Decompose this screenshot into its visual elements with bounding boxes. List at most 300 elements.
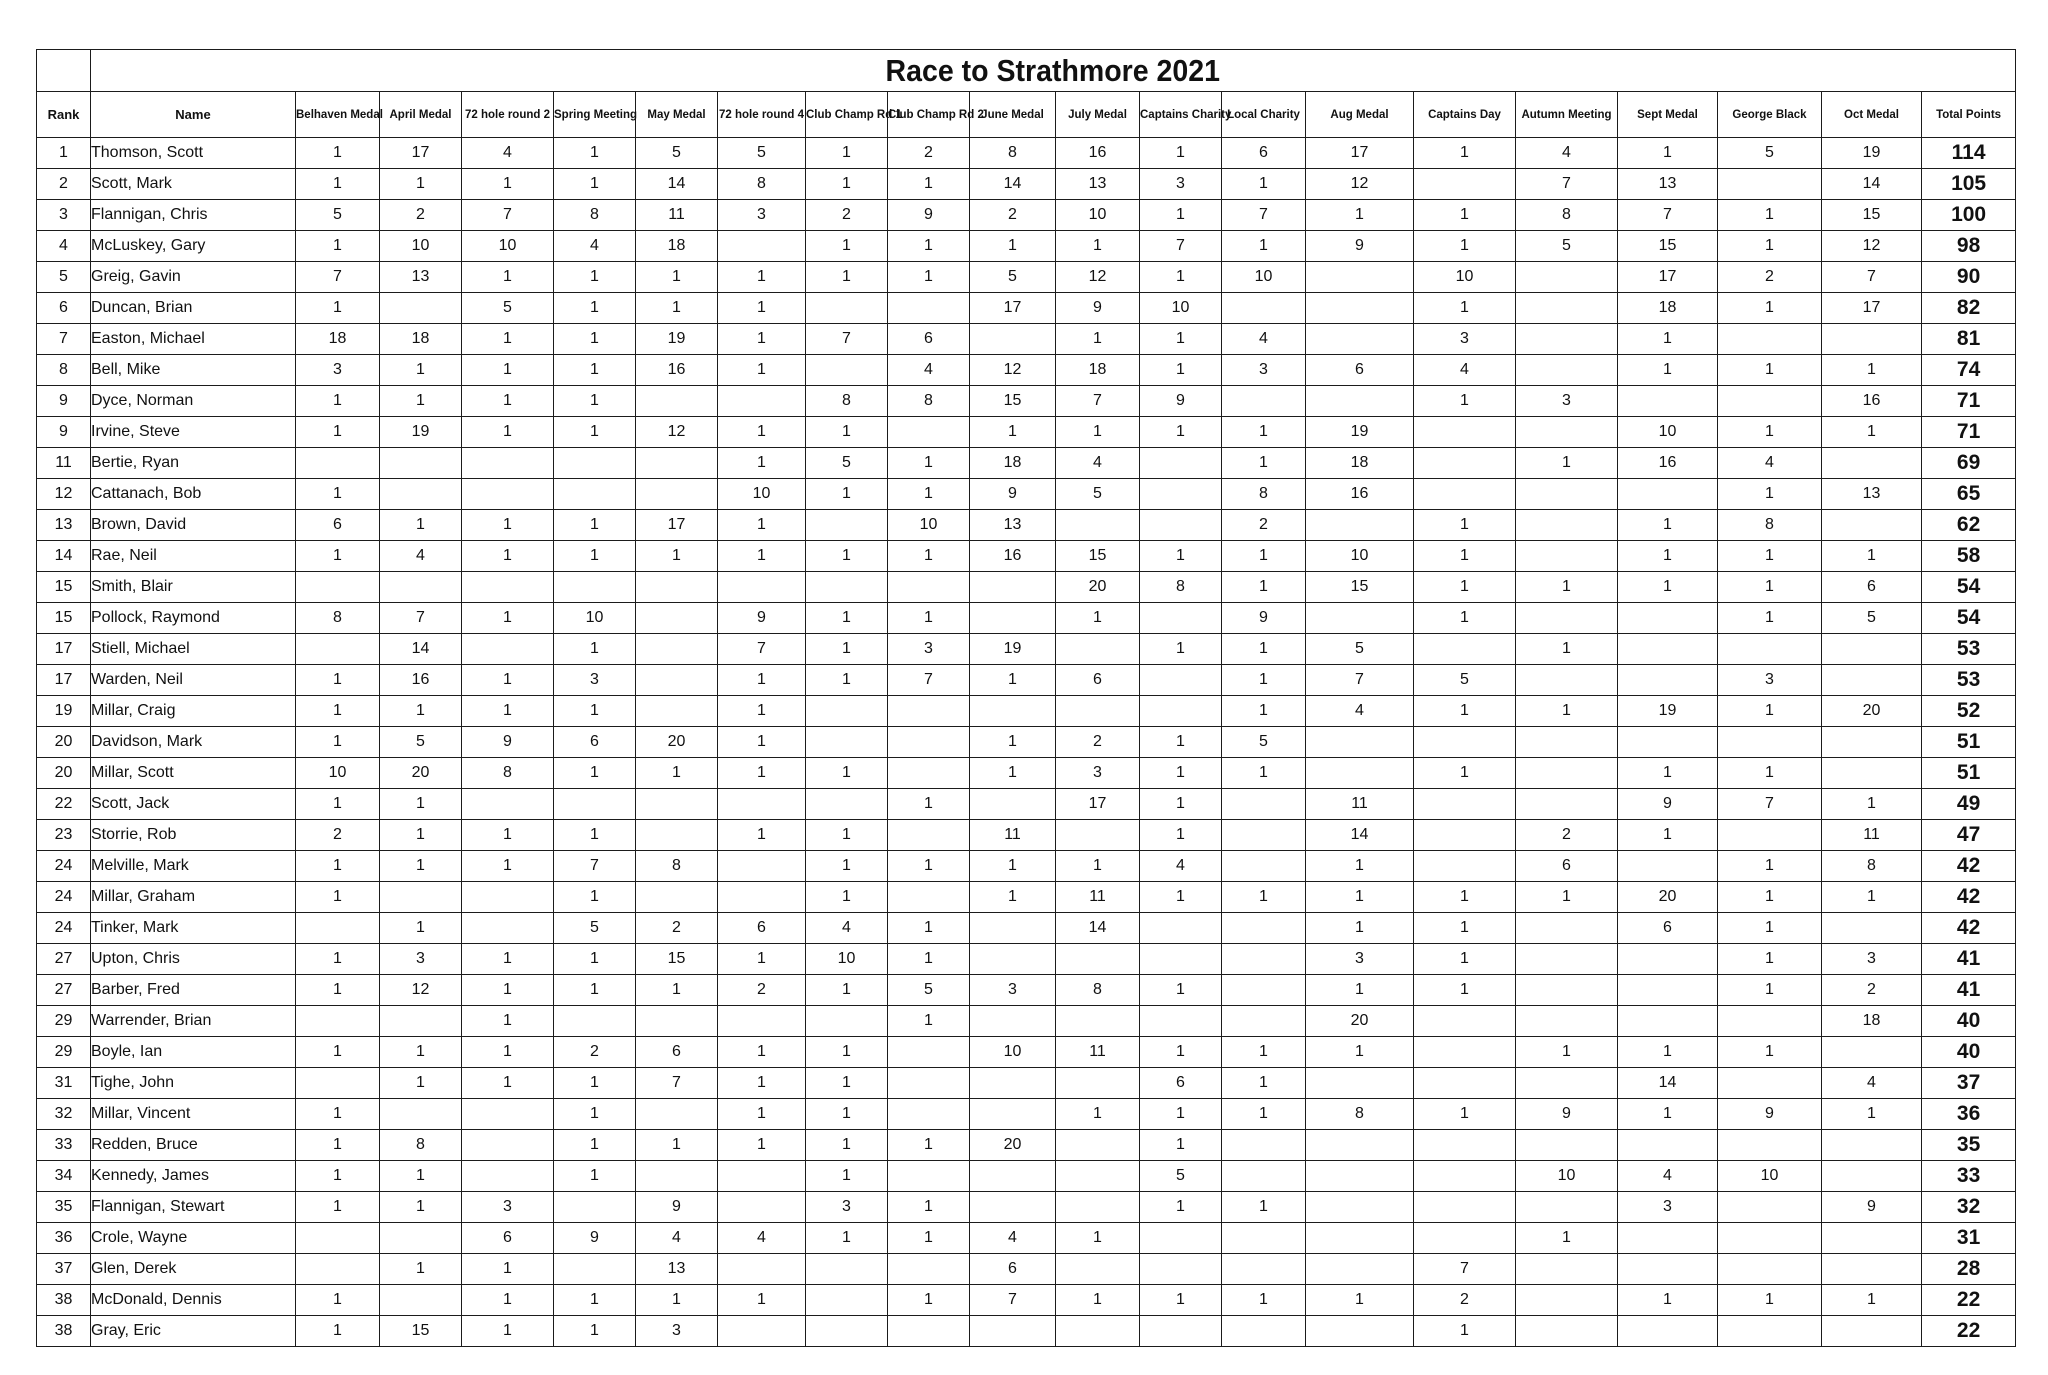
total-points-cell: 40: [1922, 1037, 2016, 1068]
score-cell: 5: [1414, 665, 1516, 696]
score-cell: 1: [636, 975, 718, 1006]
score-cell: 1: [806, 603, 888, 634]
score-cell: 5: [1140, 1161, 1222, 1192]
score-cell: [1618, 727, 1718, 758]
score-cell: 1: [1140, 324, 1222, 355]
total-points-cell: 54: [1922, 603, 2016, 634]
score-cell: 8: [1822, 851, 1922, 882]
score-cell: 7: [462, 200, 554, 231]
rank-cell: 17: [37, 665, 91, 696]
score-cell: 8: [888, 386, 970, 417]
score-cell: 5: [380, 727, 462, 758]
score-cell: [888, 1068, 970, 1099]
score-cell: [1306, 1316, 1414, 1347]
score-cell: [1140, 1254, 1222, 1285]
score-cell: 11: [1306, 789, 1414, 820]
player-name-cell: Dyce, Norman: [91, 386, 296, 417]
score-cell: [1414, 1006, 1516, 1037]
score-cell: 1: [1140, 138, 1222, 169]
score-cell: 1: [554, 1068, 636, 1099]
player-name-cell: Storrie, Rob: [91, 820, 296, 851]
score-cell: 18: [1056, 355, 1140, 386]
score-cell: 16: [1056, 138, 1140, 169]
score-cell: 1: [806, 479, 888, 510]
title-cell: [91, 50, 2016, 92]
score-cell: 1: [554, 1161, 636, 1192]
score-cell: 1: [1718, 200, 1822, 231]
score-cell: 1: [462, 696, 554, 727]
total-points-cell: 100: [1922, 200, 2016, 231]
score-cell: [1618, 386, 1718, 417]
score-cell: 1: [1718, 417, 1822, 448]
score-cell: 8: [1718, 510, 1822, 541]
score-cell: 7: [806, 324, 888, 355]
total-points-cell: 42: [1922, 913, 2016, 944]
column-header: July Medal: [1056, 92, 1140, 138]
score-cell: 1: [1618, 820, 1718, 851]
score-cell: [1718, 727, 1822, 758]
score-cell: [380, 572, 462, 603]
table-row: [37, 1068, 2016, 1099]
player-name-cell: Tighe, John: [91, 1068, 296, 1099]
column-header: Captains Charity: [1140, 92, 1222, 138]
score-cell: 1: [1140, 1130, 1222, 1161]
score-cell: 1: [296, 231, 380, 262]
score-cell: 1: [296, 1285, 380, 1316]
rank-cell: 35: [37, 1192, 91, 1223]
score-cell: 1: [554, 510, 636, 541]
score-cell: 8: [970, 138, 1056, 169]
score-cell: 1: [1516, 634, 1618, 665]
score-cell: [888, 1037, 970, 1068]
score-cell: [1222, 975, 1306, 1006]
score-cell: [1516, 727, 1618, 758]
score-cell: [1822, 448, 1922, 479]
score-cell: 9: [1056, 293, 1140, 324]
score-cell: 19: [380, 417, 462, 448]
score-cell: 11: [1056, 1037, 1140, 1068]
total-points-cell: 47: [1922, 820, 2016, 851]
score-cell: 10: [462, 231, 554, 262]
table-row: [37, 479, 2016, 510]
score-cell: 5: [1516, 231, 1618, 262]
player-name-cell: Cattanach, Bob: [91, 479, 296, 510]
score-cell: [806, 1316, 888, 1347]
score-cell: [970, 789, 1056, 820]
table-row: [37, 913, 2016, 944]
score-cell: 1: [296, 138, 380, 169]
score-cell: [380, 1223, 462, 1254]
score-cell: 1: [554, 820, 636, 851]
player-name-cell: Irvine, Steve: [91, 417, 296, 448]
score-cell: 4: [1222, 324, 1306, 355]
score-cell: 7: [1516, 169, 1618, 200]
score-cell: 7: [636, 1068, 718, 1099]
score-cell: 1: [1516, 1223, 1618, 1254]
score-cell: 1: [636, 262, 718, 293]
score-cell: [1140, 1316, 1222, 1347]
score-cell: 8: [1516, 200, 1618, 231]
score-cell: [1822, 1316, 1922, 1347]
total-points-cell: 40: [1922, 1006, 2016, 1037]
score-cell: 1: [1618, 324, 1718, 355]
rank-cell: 9: [37, 417, 91, 448]
score-cell: 1: [462, 541, 554, 572]
score-cell: [1718, 634, 1822, 665]
rank-cell: 29: [37, 1037, 91, 1068]
score-cell: 1: [462, 169, 554, 200]
score-cell: [1056, 944, 1140, 975]
score-cell: 1: [1056, 603, 1140, 634]
total-points-cell: 33: [1922, 1161, 2016, 1192]
table-row: [37, 510, 2016, 541]
score-cell: [380, 479, 462, 510]
score-cell: 1: [1222, 541, 1306, 572]
score-cell: [888, 572, 970, 603]
rank-cell: 34: [37, 1161, 91, 1192]
score-cell: 1: [1306, 913, 1414, 944]
score-cell: [1516, 944, 1618, 975]
score-cell: [1516, 510, 1618, 541]
table-row: [37, 541, 2016, 572]
score-cell: 1: [1822, 541, 1922, 572]
score-cell: 1: [380, 386, 462, 417]
score-cell: 1: [1718, 231, 1822, 262]
score-cell: [1222, 1130, 1306, 1161]
score-cell: 1: [380, 1068, 462, 1099]
player-name-cell: Greig, Gavin: [91, 262, 296, 293]
score-cell: 14: [1822, 169, 1922, 200]
score-cell: [380, 448, 462, 479]
score-cell: 1: [1222, 417, 1306, 448]
score-cell: [1516, 1316, 1618, 1347]
score-cell: 15: [636, 944, 718, 975]
score-cell: 17: [970, 293, 1056, 324]
score-cell: [888, 882, 970, 913]
score-cell: 3: [1516, 386, 1618, 417]
score-cell: 1: [1414, 603, 1516, 634]
score-cell: 1: [718, 324, 806, 355]
score-cell: 1: [1140, 789, 1222, 820]
score-cell: [1516, 1254, 1618, 1285]
score-cell: 1: [1222, 1037, 1306, 1068]
score-cell: [888, 417, 970, 448]
score-cell: [1618, 603, 1718, 634]
player-name-cell: Redden, Bruce: [91, 1130, 296, 1161]
player-name-cell: Upton, Chris: [91, 944, 296, 975]
score-cell: 14: [970, 169, 1056, 200]
score-cell: [1222, 944, 1306, 975]
player-name-cell: McDonald, Dennis: [91, 1285, 296, 1316]
rank-cell: 6: [37, 293, 91, 324]
score-cell: 8: [380, 1130, 462, 1161]
score-cell: 1: [806, 1161, 888, 1192]
score-cell: 1: [718, 1037, 806, 1068]
score-cell: [1140, 696, 1222, 727]
score-cell: 9: [1306, 231, 1414, 262]
score-cell: 1: [380, 355, 462, 386]
column-header-row: [37, 92, 2016, 138]
score-cell: 2: [718, 975, 806, 1006]
score-cell: 1: [554, 758, 636, 789]
score-cell: 1: [888, 851, 970, 882]
score-cell: 1: [1140, 1192, 1222, 1223]
score-cell: [806, 293, 888, 324]
score-cell: [970, 1192, 1056, 1223]
score-cell: 6: [970, 1254, 1056, 1285]
player-name-cell: McLuskey, Gary: [91, 231, 296, 262]
table-row: [37, 355, 2016, 386]
score-cell: 1: [718, 355, 806, 386]
score-cell: 1: [1140, 1285, 1222, 1316]
score-cell: 1: [554, 262, 636, 293]
score-cell: 1: [1718, 479, 1822, 510]
score-cell: 6: [1306, 355, 1414, 386]
score-cell: 8: [554, 200, 636, 231]
rank-cell: 29: [37, 1006, 91, 1037]
total-points-cell: 42: [1922, 851, 2016, 882]
score-cell: [1306, 1068, 1414, 1099]
rank-cell: 17: [37, 634, 91, 665]
score-cell: [1822, 1130, 1922, 1161]
table-row: [37, 665, 2016, 696]
score-cell: [1414, 448, 1516, 479]
score-cell: [1414, 417, 1516, 448]
table-row: [37, 975, 2016, 1006]
score-cell: 1: [1718, 1037, 1822, 1068]
score-cell: [296, 448, 380, 479]
score-cell: 1: [296, 1316, 380, 1347]
score-cell: 20: [1618, 882, 1718, 913]
score-cell: 9: [1516, 1099, 1618, 1130]
rank-cell: 9: [37, 386, 91, 417]
player-name-cell: Millar, Vincent: [91, 1099, 296, 1130]
score-cell: 1: [380, 510, 462, 541]
score-cell: 1: [462, 603, 554, 634]
score-cell: 1: [462, 851, 554, 882]
score-cell: [1056, 510, 1140, 541]
score-cell: 1: [806, 138, 888, 169]
score-cell: [554, 1006, 636, 1037]
score-cell: 1: [380, 820, 462, 851]
score-cell: 12: [970, 355, 1056, 386]
score-cell: 1: [1140, 634, 1222, 665]
rank-cell: 22: [37, 789, 91, 820]
score-cell: [1222, 913, 1306, 944]
score-cell: 9: [554, 1223, 636, 1254]
score-cell: [718, 231, 806, 262]
score-cell: 1: [1516, 882, 1618, 913]
total-points-cell: 53: [1922, 634, 2016, 665]
score-cell: 1: [1222, 758, 1306, 789]
score-cell: 3: [380, 944, 462, 975]
column-header: Spring Meeting: [554, 92, 636, 138]
score-cell: 12: [1056, 262, 1140, 293]
score-cell: 1: [806, 851, 888, 882]
rank-cell: 11: [37, 448, 91, 479]
table-row: [37, 758, 2016, 789]
score-cell: 1: [296, 417, 380, 448]
score-cell: 1: [1140, 200, 1222, 231]
score-cell: [1056, 820, 1140, 851]
score-cell: 16: [1822, 386, 1922, 417]
score-cell: [1222, 293, 1306, 324]
column-header: Total Points: [1922, 92, 2016, 138]
player-name-cell: Glen, Derek: [91, 1254, 296, 1285]
score-cell: [1822, 510, 1922, 541]
column-header: Name: [91, 92, 296, 138]
score-cell: [1516, 541, 1618, 572]
score-cell: 10: [1618, 417, 1718, 448]
score-cell: [1222, 1223, 1306, 1254]
score-cell: 1: [718, 262, 806, 293]
score-cell: 5: [636, 138, 718, 169]
score-cell: 3: [554, 665, 636, 696]
rank-cell: 8: [37, 355, 91, 386]
score-cell: 1: [1516, 1037, 1618, 1068]
score-cell: 17: [636, 510, 718, 541]
table-row: [37, 169, 2016, 200]
score-cell: 6: [296, 510, 380, 541]
score-cell: 6: [636, 1037, 718, 1068]
score-cell: [1516, 324, 1618, 355]
score-cell: 13: [636, 1254, 718, 1285]
player-name-cell: Warden, Neil: [91, 665, 296, 696]
score-cell: 1: [1414, 386, 1516, 417]
score-cell: 9: [718, 603, 806, 634]
score-cell: [636, 1006, 718, 1037]
player-name-cell: Thomson, Scott: [91, 138, 296, 169]
score-cell: [1056, 1161, 1140, 1192]
player-name-cell: Easton, Michael: [91, 324, 296, 355]
rank-cell: 32: [37, 1099, 91, 1130]
score-cell: 1: [1414, 975, 1516, 1006]
score-cell: 1: [1718, 975, 1822, 1006]
score-cell: 1: [1618, 355, 1718, 386]
score-cell: 10: [806, 944, 888, 975]
score-cell: [1414, 1161, 1516, 1192]
score-cell: [1618, 944, 1718, 975]
score-cell: 18: [1822, 1006, 1922, 1037]
score-cell: 15: [1306, 572, 1414, 603]
score-cell: [718, 1192, 806, 1223]
score-cell: [1306, 1254, 1414, 1285]
score-cell: 1: [636, 541, 718, 572]
score-cell: 1: [806, 1099, 888, 1130]
score-cell: 15: [970, 386, 1056, 417]
score-cell: 6: [718, 913, 806, 944]
score-cell: [1056, 1192, 1140, 1223]
score-cell: 1: [554, 696, 636, 727]
score-cell: 3: [888, 634, 970, 665]
score-cell: [1718, 1223, 1822, 1254]
score-cell: [806, 789, 888, 820]
score-cell: 1: [1222, 231, 1306, 262]
score-cell: 15: [1822, 200, 1922, 231]
score-cell: [462, 479, 554, 510]
total-points-cell: 52: [1922, 696, 2016, 727]
score-cell: [1516, 293, 1618, 324]
score-cell: 10: [1414, 262, 1516, 293]
score-cell: [970, 572, 1056, 603]
column-header: 72 hole round 2: [462, 92, 554, 138]
column-header: Captains Day: [1414, 92, 1516, 138]
score-cell: 1: [806, 634, 888, 665]
score-cell: [970, 696, 1056, 727]
score-cell: 1: [380, 169, 462, 200]
score-cell: 1: [1222, 169, 1306, 200]
player-name-cell: Rae, Neil: [91, 541, 296, 572]
score-cell: 1: [806, 820, 888, 851]
score-cell: 1: [1414, 882, 1516, 913]
score-cell: 1: [1718, 355, 1822, 386]
score-cell: 1: [1414, 138, 1516, 169]
score-cell: 17: [380, 138, 462, 169]
score-cell: 16: [380, 665, 462, 696]
score-cell: [462, 1161, 554, 1192]
score-cell: [718, 851, 806, 882]
score-cell: [296, 1068, 380, 1099]
score-cell: 8: [806, 386, 888, 417]
score-cell: 1: [296, 944, 380, 975]
score-cell: 1: [806, 231, 888, 262]
score-cell: 1: [1718, 603, 1822, 634]
score-cell: 20: [380, 758, 462, 789]
score-cell: 1: [1140, 355, 1222, 386]
score-cell: [1056, 1068, 1140, 1099]
table-row: [37, 231, 2016, 262]
score-cell: [1140, 1223, 1222, 1254]
score-cell: 1: [1056, 1099, 1140, 1130]
score-cell: 1: [888, 1130, 970, 1161]
score-cell: 1: [888, 231, 970, 262]
score-cell: 1: [462, 944, 554, 975]
score-cell: 1: [970, 851, 1056, 882]
rank-cell: 20: [37, 727, 91, 758]
score-cell: 1: [888, 1223, 970, 1254]
page-title: Race to Strathmore 2021: [885, 52, 1221, 88]
table-row: [37, 820, 2016, 851]
total-points-cell: 31: [1922, 1223, 2016, 1254]
rank-cell: 24: [37, 851, 91, 882]
score-cell: 2: [1414, 1285, 1516, 1316]
score-cell: 1: [1414, 231, 1516, 262]
score-cell: 1: [718, 541, 806, 572]
score-cell: [970, 603, 1056, 634]
column-header: Oct Medal: [1822, 92, 1922, 138]
score-cell: 1: [718, 448, 806, 479]
score-cell: 3: [296, 355, 380, 386]
score-cell: [1140, 665, 1222, 696]
score-cell: 7: [888, 665, 970, 696]
score-cell: 1: [1306, 200, 1414, 231]
score-cell: 16: [970, 541, 1056, 572]
score-cell: [1306, 386, 1414, 417]
score-cell: [1822, 1161, 1922, 1192]
score-cell: 1: [380, 789, 462, 820]
score-cell: [888, 696, 970, 727]
score-cell: 2: [296, 820, 380, 851]
score-cell: 4: [1140, 851, 1222, 882]
score-cell: 1: [888, 448, 970, 479]
total-points-cell: 74: [1922, 355, 2016, 386]
score-cell: 13: [380, 262, 462, 293]
rank-cell: 4: [37, 231, 91, 262]
score-cell: 1: [1414, 572, 1516, 603]
score-cell: 16: [636, 355, 718, 386]
score-cell: 9: [970, 479, 1056, 510]
score-cell: [380, 882, 462, 913]
